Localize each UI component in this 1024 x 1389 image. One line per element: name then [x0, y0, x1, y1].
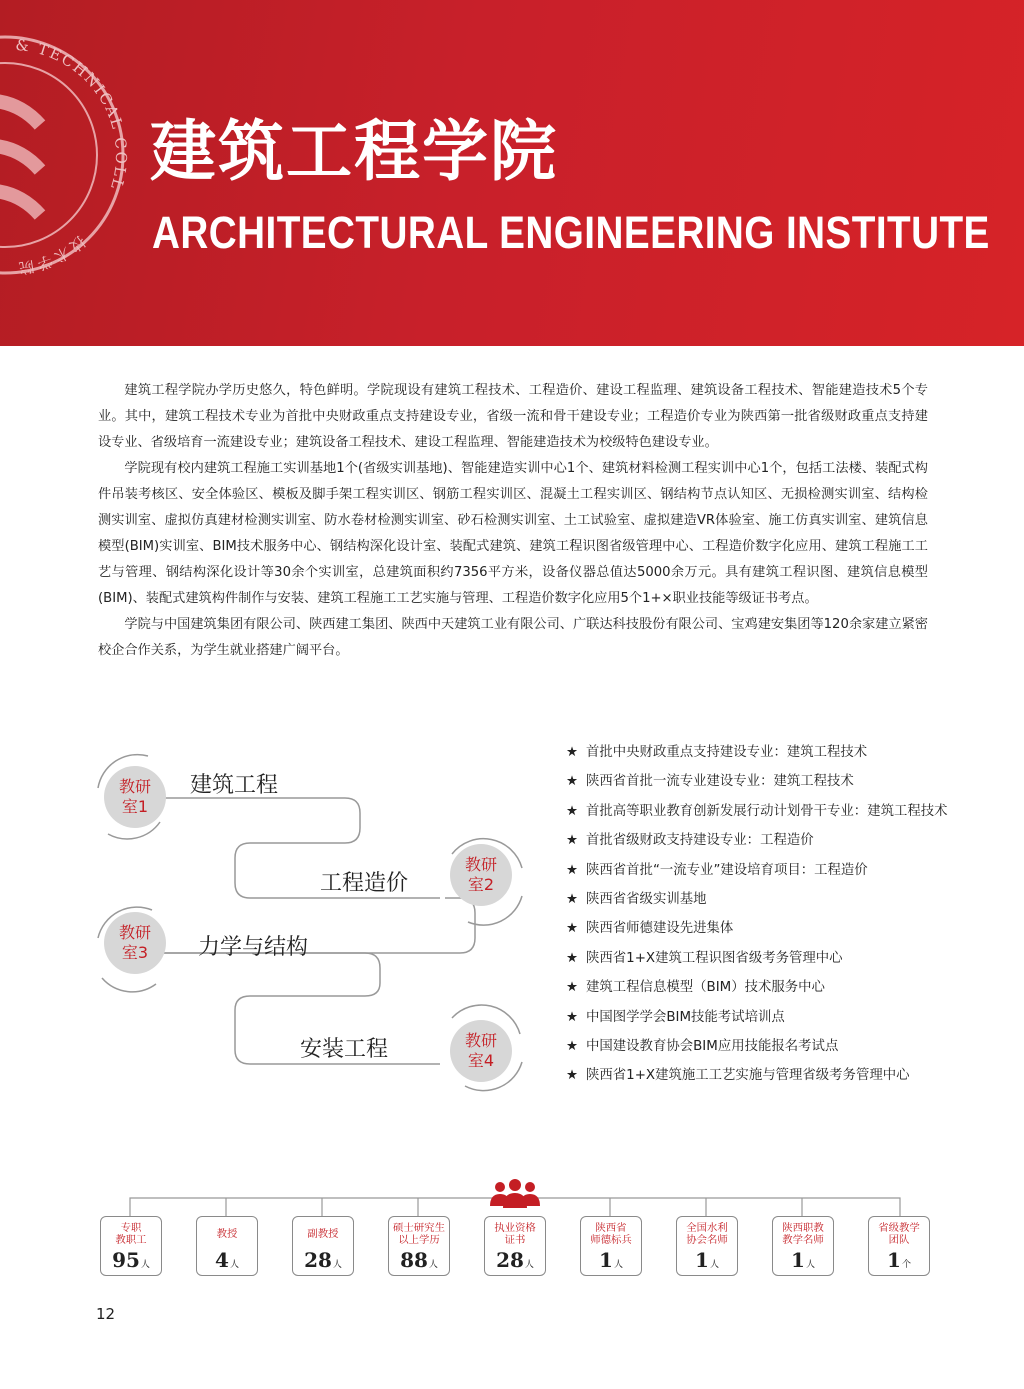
star-icon: ★: [566, 803, 579, 819]
honor-item: ★ 陕西省1+X建筑工程识图省级考务管理中心: [566, 948, 946, 977]
honor-item: ★ 陕西省首批一流专业建设专业：建筑工程技术: [566, 771, 946, 800]
honor-item: ★ 中国建设教育协会BIM应用技能报名考试点: [566, 1036, 946, 1065]
star-icon: ★: [566, 891, 579, 907]
honor-item: ★ 首批高等职业教育创新发展行动计划骨干专业：建筑工程技术: [566, 801, 946, 830]
star-icon: ★: [566, 745, 579, 760]
star-icon: ★: [566, 980, 579, 996]
svg-text:& TECHNICAL COLLEGE: & TECHNICAL COLL: [14, 35, 130, 193]
intro-text: [98, 378, 928, 664]
stat-card: 副教授 28人: [292, 1216, 354, 1276]
svg-text:技术学院: 技术学院: [14, 232, 89, 278]
intro-paragraph: 学院与中国建筑集团有限公司、陕西建工集团、陕西中天建筑工业有限公司、广联达科技股份有限公司、宝鸡建安集团等120余家建立紧密校企合作关系，为学生就业搭建广阔平台。: [98, 617, 928, 658]
stat-card: 执业资格 证书 28人: [484, 1216, 546, 1276]
honor-item: ★ 陕西省师德建设先进集体: [566, 918, 946, 947]
stat-card: 陕西省 师德标兵 1人: [580, 1216, 642, 1276]
star-icon: ★: [566, 1009, 579, 1025]
research-room-4-badge: 教研 室4: [450, 1020, 512, 1082]
research-room-3-label: 力学与结构: [198, 935, 309, 960]
star-icon: ★: [566, 950, 579, 966]
research-room-4-label: 安装工程: [300, 1037, 389, 1062]
faculty-stats: [100, 1178, 930, 1278]
stat-card: 专职 教职工 95人: [100, 1216, 162, 1276]
intro-paragraph: 学院现有校内建筑工程施工实训基地1个(省级实训基地)、智能建造实训中心1个、建筑材料检测工程实训中心1个，包括工法楼、装配式构件吊装考核区、安全体验区、模板及脚手架工程实训区、钢筋工程实训区、混凝土工程实训区、钢结构节点认知区、无损检测实训室、结构检测实训室、虚拟仿真建材检测实训室、防水卷材检测实训室、砂石检测实训室、土工试验室、虚拟建造VR体验室、施工仿真实训室、建筑信息模型(BIM)实训室、BIM技术服务中心、钢结构深化设计室、装配式建筑、建筑工程识图省级管理中心、工程造价数字化应用、建筑工程施工工艺与管理、钢结构深化设计等30余个实训室，总建筑面积约7356平方米，设备仪器总值达5000余万元。具有建筑工程识图、建筑信息模型(BIM)、装配式建筑构件制作与安装、建筑工程施工工艺实施与管理、工程造价数字化应用5个1+×职业技能等级证书考点。: [98, 461, 928, 606]
research-room-2-badge: 教研 室2: [450, 844, 512, 906]
stat-card: 陕西职教 教学名师 1人: [772, 1216, 834, 1276]
star-icon: ★: [566, 1038, 579, 1054]
header-banner: [0, 0, 1024, 346]
intro-paragraph: 建筑工程学院办学历史悠久，特色鲜明。学院现设有建筑工程技术、工程造价、建设工程监理、建筑设备工程技术、智能建造技术5个专业。其中，建筑工程技术专业为首批中央财政重点支持建设专业，省级一流和骨干建设专业；工程造价专业为陕西第一批省级财政重点支持建设专业、省级培育一流建设专业；建筑设备工程技术、建设工程监理、智能建造技术为校级特色建设专业。: [98, 383, 928, 450]
star-icon: ★: [566, 833, 579, 849]
honor-item: ★ 陕西省省级实训基地: [566, 889, 946, 918]
research-room-2-label: 工程造价: [320, 871, 409, 896]
stat-card: 硕士研究生 以上学历 88人: [388, 1216, 450, 1276]
honor-item: ★ 首批省级财政支持建设专业：工程造价: [566, 830, 946, 859]
college-seal-logo: [0, 30, 130, 280]
page-title-cn: 建筑工程学院: [150, 112, 558, 190]
honor-item: ★ 首批中央财政重点支持建设专业：建筑工程技术: [566, 742, 946, 771]
star-icon: ★: [566, 774, 579, 790]
honor-item: ★ 陕西省首批“一流专业”建设培育项目：工程造价: [566, 860, 946, 889]
people-group-icon: [488, 1178, 542, 1208]
stat-card: 全国水利 协会名师 1人: [676, 1216, 738, 1276]
research-rooms-diagram: [90, 738, 550, 1098]
honor-item: ★ 陕西省1+X建筑施工工艺实施与管理省级考务管理中心: [566, 1065, 946, 1094]
stat-card: 省级教学 团队 1个: [868, 1216, 930, 1276]
honor-item: ★ 建筑工程信息模型（BIM）技术服务中心: [566, 977, 946, 1006]
research-room-1-label: 建筑工程: [190, 773, 279, 798]
star-icon: ★: [566, 921, 579, 937]
research-room-1-badge: 教研 室1: [104, 766, 166, 828]
honors-list: [566, 742, 946, 1095]
stat-card: 教授 4人: [196, 1216, 258, 1276]
page-number: 12: [96, 1305, 116, 1323]
honor-item: ★ 中国图学学会BIM技能考试培训点: [566, 1007, 946, 1036]
star-icon: ★: [566, 1068, 579, 1084]
page-title-en: ARCHITECTURAL ENGINEERING INSTITUTE: [152, 207, 990, 258]
star-icon: ★: [566, 862, 579, 878]
research-room-3-badge: 教研 室3: [104, 912, 166, 974]
